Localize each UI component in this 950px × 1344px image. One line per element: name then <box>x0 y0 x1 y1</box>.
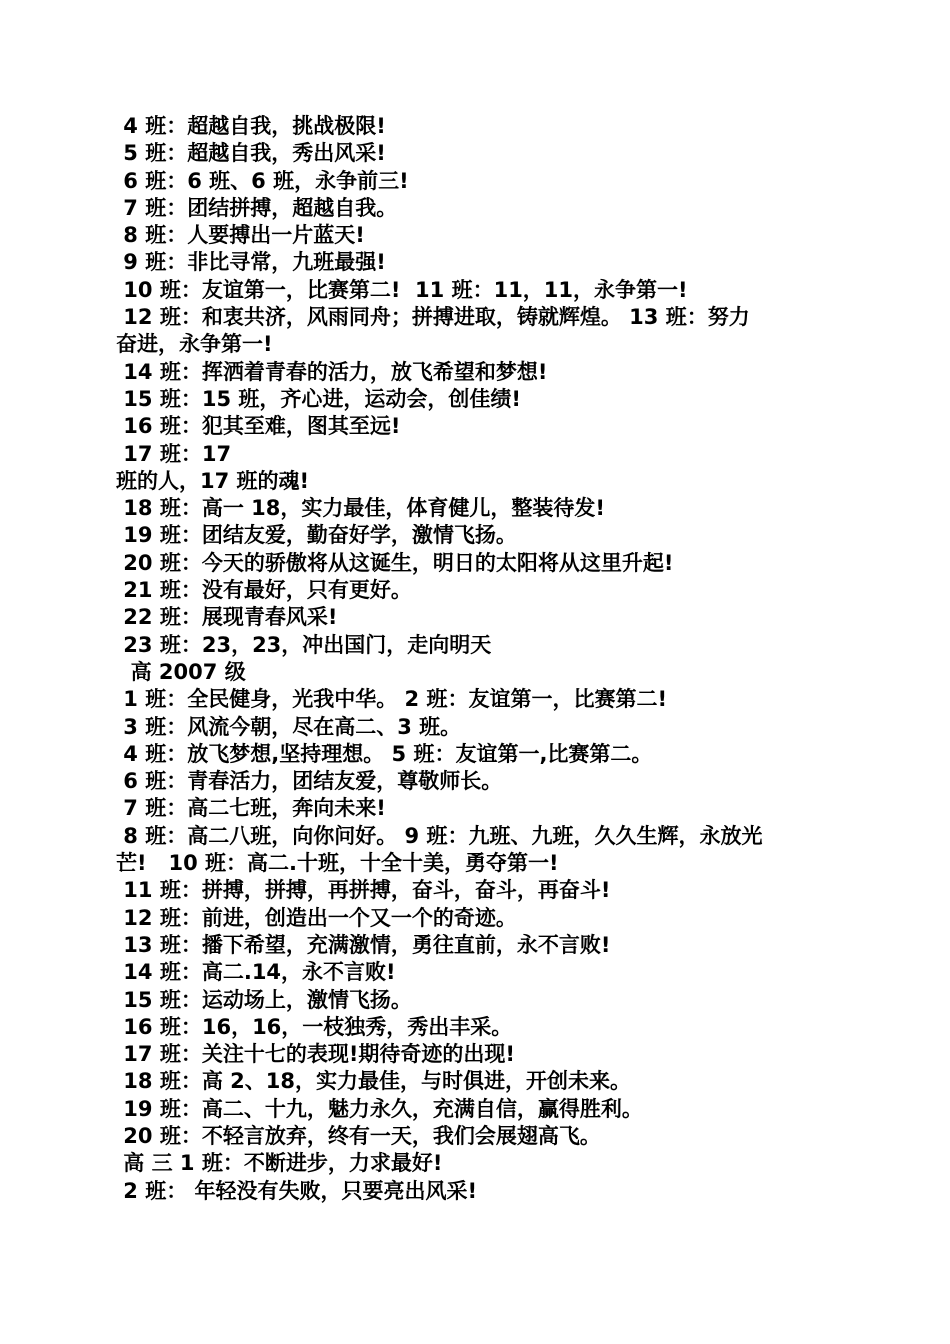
text-line: 8 班：高二八班，向你问好。 9 班：九班、九班，久久生辉，永放光 <box>116 823 763 848</box>
text-line: 23 班：23，23，冲出国门，走向明天 <box>116 632 492 657</box>
text-line: 22 班：展现青春风采! <box>116 605 338 630</box>
text-line: 19 班：团结友爱，勤奋好学，激情飞扬。 <box>116 523 517 548</box>
text-line: 17 班：17 <box>116 441 232 466</box>
text-line: 11 班：拼搏，拼搏，再拼搏，奋斗，奋斗，再奋斗! <box>116 878 611 903</box>
text-line: 高 三 1 班：不断进步，力求最好! <box>116 1151 443 1176</box>
text-line: 10 班：友谊第一，比赛第二! 11 班：11，11，永争第一! <box>116 277 688 302</box>
text-line: 1 班：全民健身，光我中华。 2 班：友谊第一，比赛第二! <box>116 687 668 712</box>
grade-heading: 高 2007 级 <box>116 659 246 684</box>
text-line: 12 班：和衷共济，风雨同舟；拼搏进取，铸就辉煌。 13 班：努力 <box>116 305 750 330</box>
text-line: 14 班：高二.14，永不言败! <box>116 960 396 985</box>
text-line: 20 班：不轻言放弃，终有一天，我们会展翅高飞。 <box>116 1123 601 1148</box>
text-line: 7 班：高二七班，奔向未来! <box>116 796 386 821</box>
text-line: 2 班： 年轻没有失败，只要亮出风采! <box>116 1178 478 1203</box>
slogan-list <box>116 113 846 1205</box>
text-line: 18 班：高 2、18，实力最佳，与时俱进，开创未来。 <box>116 1069 631 1094</box>
text-line: 4 班：超越自我，挑战极限! <box>116 114 386 138</box>
text-line: 15 班：15 班，齐心进，运动会，创佳绩! <box>116 386 521 411</box>
text-line: 17 班：关注十七的表现!期待奇迹的出现! <box>116 1042 515 1067</box>
text-line: 6 班：6 班、6 班，永争前三! <box>116 168 409 193</box>
text-line: 8 班：人要搏出一片蓝天! <box>116 223 365 248</box>
text-line: 16 班：犯其至难，图其至远! <box>116 414 401 439</box>
text-line: 6 班：青春活力，团结友爱，尊敬师长。 <box>116 769 503 794</box>
text-line: 12 班：前进，创造出一个又一个的奇迹。 <box>116 905 517 930</box>
text-line: 4 班：放飞梦想,坚持理想。 5 班：友谊第一,比赛第二。 <box>116 741 653 766</box>
text-line: 16 班：16，16，一枝独秀，秀出丰采。 <box>116 1014 513 1039</box>
text-line: 20 班：今天的骄傲将从这诞生，明日的太阳将从这里升起! <box>116 550 674 575</box>
text-line: 15 班：运动场上，激情飞扬。 <box>116 987 412 1012</box>
text-line: 5 班：超越自我，秀出风采! <box>116 141 386 166</box>
text-line: 7 班：团结拼搏，超越自我。 <box>116 195 398 220</box>
text-line: 21 班：没有最好，只有更好。 <box>116 578 412 603</box>
text-line: 3 班：风流今朝，尽在高二、3 班。 <box>116 714 462 739</box>
text-line: 奋进，永争第一! <box>116 332 273 357</box>
text-line: 14 班：挥洒着青春的活力，放飞希望和梦想! <box>116 359 548 384</box>
text-line: 13 班：播下希望，充满激情，勇往直前，永不言败! <box>116 932 611 957</box>
text-line: 18 班：高一 18，实力最佳，体育健儿，整装待发! <box>116 496 605 521</box>
text-line: 芒! 10 班：高二.十班，十全十美，勇夺第一! <box>116 851 559 876</box>
text-line: 19 班：高二、十九，魅力永久，充满自信，赢得胜利。 <box>116 1096 643 1121</box>
text-line: 9 班：非比寻常，九班最强! <box>116 250 386 275</box>
text-line: 班的人，17 班的魂! <box>116 468 310 493</box>
